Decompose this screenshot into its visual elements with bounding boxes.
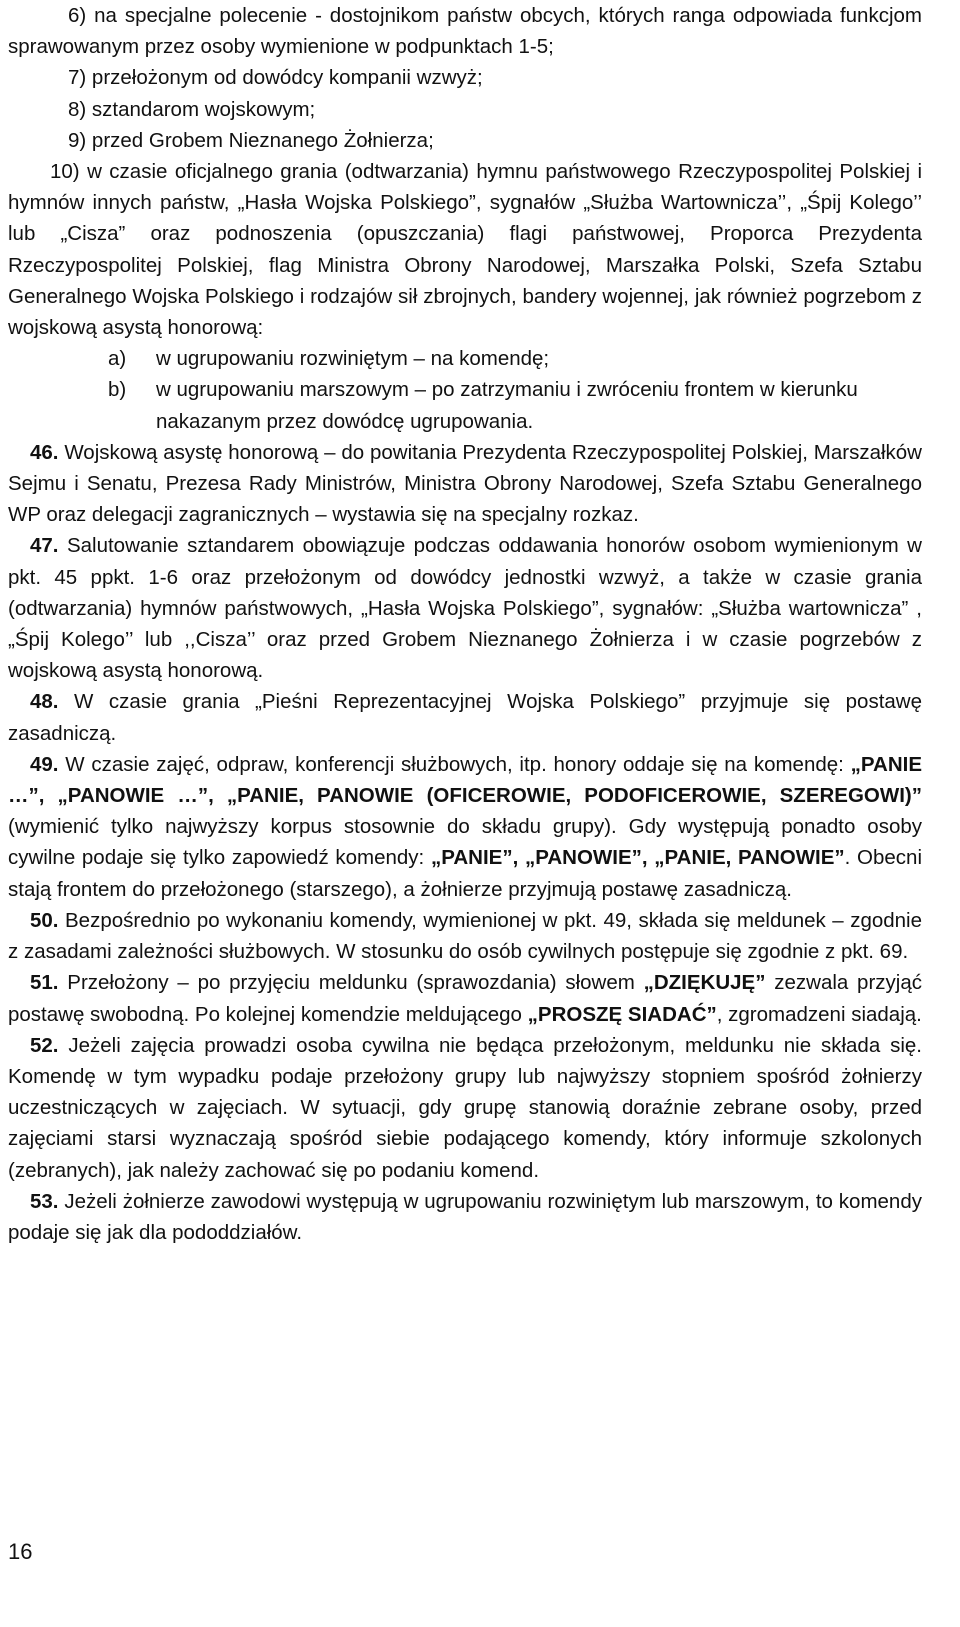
paragraph-53 xyxy=(8,1186,922,1248)
subitem-a xyxy=(8,343,922,374)
paragraph-text: . Obecni stają frontem do przełożonego (starszego), a żołnierze przyjmują postawę zasadniczą. xyxy=(8,846,922,901)
paragraph-50 xyxy=(8,905,922,967)
paragraph-46 xyxy=(8,437,922,531)
paragraph-text: Jeżeli zajęcia prowadzi osoba cywilna nie będąca przełożonym, meldunku nie składa się. Komendę w tym wypadku podaje przełożony grupy lub najwyższy stopniem spośród żołnierzy uczestniczących w zajęciach. W sytuacji, gdy grupę stanowią doraźnie zebrane osoby, przed zajęciami starsi wyznaczają spośród siebie podającego komendy, który informuje szkolonych (zebranych), jak należy zachować się po podaniu komend. xyxy=(8,1033,922,1182)
command-text: „DZIĘKUJĘ” xyxy=(643,971,766,995)
paragraph-text: W czasie grania „Pieśni Reprezentacyjnej Wojska Polskiego” przyjmuje się postawę zasadniczą. xyxy=(8,690,922,745)
paragraph-51 xyxy=(8,967,922,1029)
paragraph-text: zezwala przyjąć postawę swobodną. Po kolejnej komendzie meldującego xyxy=(8,971,922,1026)
command-text: „PANIE …”, „PANOWIE …”, „PANIE, PANOWIE (OFICEROWIE, PODOFICEROWIE, SZEREGOWI)” xyxy=(8,752,922,808)
item-8: 8) sztandarom wojskowym; xyxy=(68,97,316,121)
item-6: 6) na specjalne polecenie - dostojnikom państw obcych, których ranga odpowiada funkcjom sprawowanym przez osoby wymienione w podpunktach 1-5; xyxy=(8,4,922,59)
page-number: 16 xyxy=(8,1539,33,1564)
paragraph-52 xyxy=(8,1030,922,1186)
paragraph-text: W czasie zajęć, odpraw, konferencji służbowych, itp. honory oddaje się na komendę: xyxy=(65,752,851,776)
command-text: „PANIE”, „PANOWIE”, „PANIE, PANOWIE” xyxy=(430,846,845,870)
paragraph-text: Przełożony – po przyjęciu meldunku (sprawozdania) słowem xyxy=(67,971,644,995)
paragraph-text: Wojskową asystę honorową – do powitania Prezydenta Rzeczypospolitej Polskiej, Marszałków Sejmu i Senatu, Prezesa Rady Ministrów, Ministra Obrony Narodowej, Szefa Sztabu Generalnego WP oraz delegacji zagranicznych – wystawia się na specjalny rozkaz. xyxy=(8,440,922,527)
paragraph-number: 49. xyxy=(30,752,59,776)
subitem-marker: a) xyxy=(108,347,127,371)
paragraph-text: Jeżeli żołnierze zawodowi występują w ugrupowaniu rozwiniętym lub marszowym, to komendy podaje się jak dla pododdziałów. xyxy=(8,1189,922,1244)
paragraph-number: 46. xyxy=(30,440,59,464)
paragraph-47 xyxy=(8,530,922,686)
subitem-text: w ugrupowaniu rozwiniętym – na komendę; xyxy=(156,347,550,371)
paragraph-text: (wymienić tylko najwyższy korpus stosownie do składu grupy). Gdy występują ponadto osoby cywilne podaje się tylko zapowiedź komendy: xyxy=(8,815,922,870)
subitem-text: w ugrupowaniu marszowym – po zatrzymaniu i zwróceniu frontem w kierunku nakazanym przez dowódcę ugrupowania. xyxy=(156,378,858,433)
item-9: 9) przed Grobem Nieznanego Żołnierza; xyxy=(68,128,434,152)
paragraph-number: 53. xyxy=(30,1189,59,1213)
subitem-b xyxy=(8,374,922,436)
paragraph-text: , zgromadzeni siadają. xyxy=(716,1002,922,1026)
paragraph-number: 47. xyxy=(30,534,59,558)
paragraph-number: 52. xyxy=(30,1033,59,1057)
paragraph-number: 51. xyxy=(30,971,59,995)
paragraph-48 xyxy=(8,686,922,748)
paragraph-text: Salutowanie sztandarem obowiązuje podczas oddawania honorów osobom wymienionym w pkt. 45 ppkt. 1-6 oraz przełożonym od dowódcy jednostki wzwyż, a także w czasie grania (odtwarzania) hymnów państwowych, „Hasła Wojska Polskiego”, sygnałów: „Służba wartownicza” , „Śpij Kolego’’ lub ,,Cisza’’ oraz przed Grobem Nieznanego Żołnierza i w czasie pogrzebów z wojskową asystą honorową. xyxy=(8,534,922,683)
subitem-marker: b) xyxy=(108,378,127,402)
item-10: 10) w czasie oficjalnego grania (odtwarzania) hymnu państwowego Rzeczypospolitej Polskiej i hymnów innych państw, „Hasła Wojska Polskiego”, sygnałów „Służba Wartownicza’’, „Śpij Kolego’’ lub „Cisza” oraz podnoszenia (opuszczania) flagi państwowej, Proporca Prezydenta Rzeczypospolitej Polskiej, flag Ministra Obrony Narodowej, Marszałka Polski, Szefa Sztabu Generalnego Wojska Polskiego i rodzajów sił zbrojnych, bandery wojennej, jak również pogrzebom z wojskową asystą honorową: xyxy=(8,160,922,340)
command-text: „PROSZĘ SIADAĆ” xyxy=(527,1002,717,1026)
paragraph-number: 48. xyxy=(30,690,59,714)
item-7: 7) przełożonym od dowódcy kompanii wzwyż; xyxy=(68,66,483,90)
paragraph-49 xyxy=(8,749,922,905)
document-page xyxy=(8,0,922,1248)
paragraph-number: 50. xyxy=(30,908,59,932)
paragraph-text: Bezpośrednio po wykonaniu komendy, wymienionej w pkt. 49, składa się meldunek – zgodnie z zasadami zależności służbowych. W stosunku do osób cywilnych postępuje się zgodnie z pkt. 69. xyxy=(8,908,922,964)
